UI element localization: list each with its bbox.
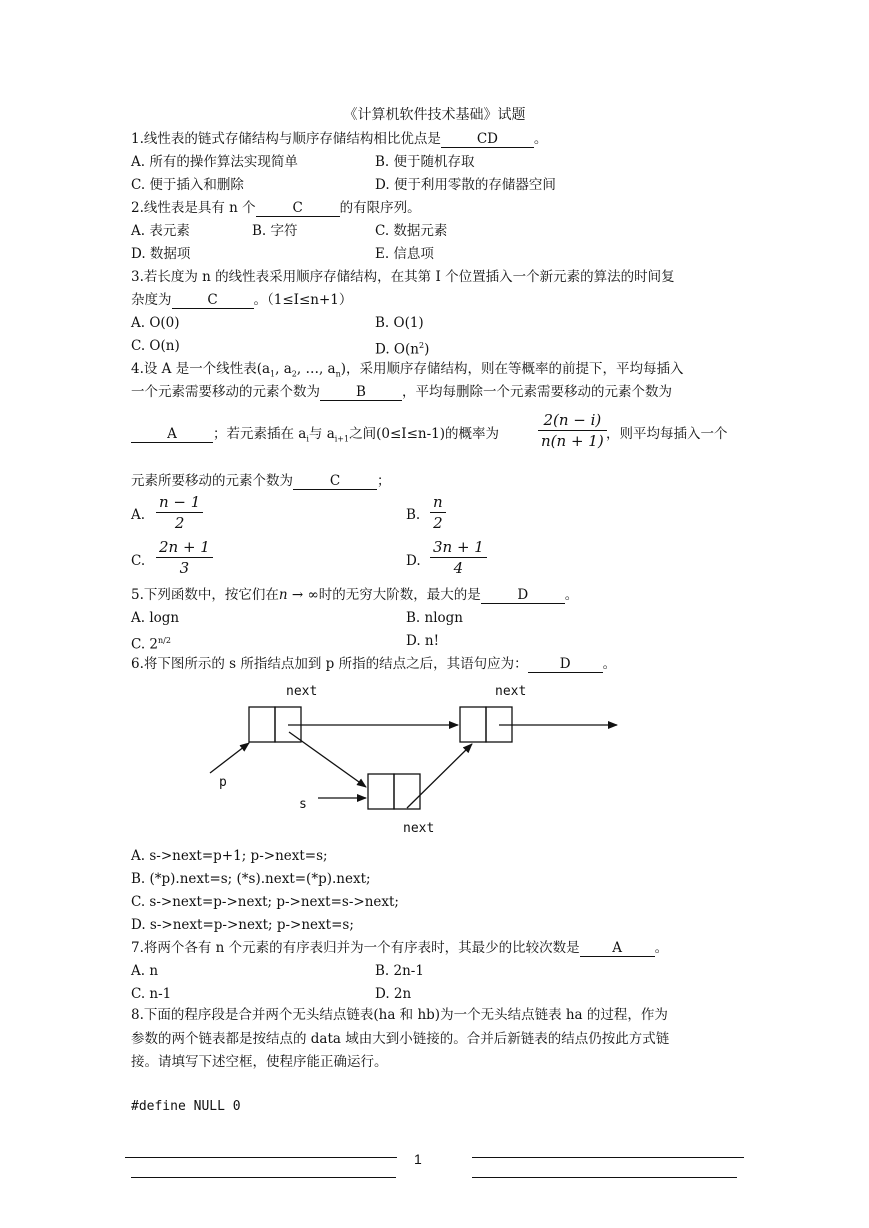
q4-line2-start: 一个元素需要移动的元素个数为 [131,384,320,400]
q2-stem-end: 的有限序列。 [339,200,421,216]
q1-stem-end: 。 [533,131,548,147]
q3-option-c: C. O(n) [131,338,180,354]
question-8-line2: 参数的两个链表都是按结点的 data 域由大到小链接的。合并后新链表的结点仍按此方式链 [131,1031,670,1047]
q4-opt-d-den: 4 [453,559,464,577]
q4-opt-b-den: 2 [433,514,443,532]
q7-answer: A [580,940,655,957]
q4-opt-a-den: 2 [174,514,185,532]
question-8-line3: 接。请填写下述空框，使程序能正确运行。 [131,1054,388,1070]
q6-option-b: B. (*p).next=s; (*s).next=(*p).next; [131,871,371,887]
q1-option-d: D. 便于利用零散的存储器空间 [375,177,556,193]
q1-option-a: A. 所有的操作算法实现简单 [131,154,298,170]
q4-option-d-label: D. [406,553,421,569]
q4-opt-c-num: 2n + 1 [156,537,213,558]
q6-option-a: A. s->next=p+1; p->next=s; [131,848,328,864]
q1-answer: CD [441,131,534,148]
q4-line4-end: ； [377,473,391,489]
q4-sub-i1: i+1 [334,434,350,444]
q4-line3-start: ；若元素插在 a [213,426,307,442]
node-s-data-box [368,774,394,809]
q4-answer-3: C [293,473,377,490]
q6-stem-end: 。 [602,656,617,672]
q2-option-e: E. 信息项 [375,246,434,262]
q4-sub-1: 1 [270,369,276,379]
q1-option-c: C. 便于插入和删除 [131,177,244,193]
q4-sub-i: i [306,434,309,444]
q2-stem-text: 2.线性表是具有 n 个 [131,200,256,216]
q4-line3-end: ，则平均每插入一个 [606,426,728,442]
q4-comma-1: , a [275,361,292,377]
arrow-s-to-next [407,744,472,808]
q5-stem-mid: 时的无穷大阶数，最大的是 [318,587,481,603]
q4-line1-end: )，采用顺序存储结构，则在等概率的前提下，平均每插入 [340,361,684,377]
q7-stem-end: 。 [654,940,669,956]
q4-prob-numerator: 2(n − i) [538,410,607,431]
label-next-left: next [286,684,318,699]
q4-line3-mid: 与 a [308,426,335,442]
q7-option-b: B. 2n-1 [375,963,424,979]
q4-opt-c-den: 3 [179,559,190,577]
node-next-data-box [460,707,486,742]
q3-option-d-sup: 2 [418,341,425,350]
node-s-next-box [394,774,420,809]
q1-stem-text: 1.线性表的链式存储结构与顺序存储结构相比优点是 [131,131,441,147]
q5-option-b: B. nlogn [406,610,463,626]
label-next-bottom: next [403,821,435,836]
q4-option-a-label: A. [131,507,146,523]
question-3-line1: 3.若长度为 n 的线性表采用顺序存储结构，在其第 I 个位置插入一个新元素的算法的时间复 [131,269,675,285]
q7-option-a: A. n [131,963,159,979]
q7-option-c: C. n-1 [131,986,172,1002]
q2-option-b: B. 字符 [252,223,298,239]
q4-comma-2: , …, a [296,361,336,377]
q2-option-c: C. 数据元素 [375,223,448,239]
q6-option-d: D. s->next=p->next; p->next=s; [131,917,354,933]
footer-rule-left-top [125,1157,397,1158]
label-s: s [299,797,307,812]
arrow-p-to-s [289,732,366,787]
arrow-p-pointer [210,743,249,773]
footer-rule-right-top [472,1157,744,1158]
q6-option-c: C. s->next=p->next; p->next=s->next; [131,894,399,910]
q5-stem-end: 。 [564,587,579,603]
q4-answer-1: B [320,384,402,401]
q4-line2-end: ，平均每删除一个元素需要移动的元素个数为 [402,384,672,400]
q3-stem-end: 。（1≤I≤n+1） [253,292,353,308]
q4-option-b-label: B. [406,507,421,523]
q6-answer: D [528,656,603,673]
q3-answer: C [172,292,254,309]
label-next-right: next [495,684,527,699]
q4-line4-start: 元素所要移动的元素个数为 [131,473,293,489]
code-define-null: #define NULL 0 [131,1099,241,1114]
q3-option-b: B. O(1) [375,315,424,331]
q3-option-a: A. O(0) [131,315,180,331]
footer-rule-left-bottom [131,1177,396,1178]
q2-answer: C [256,200,340,217]
q4-line3-prob: 之间(0≤I≤n-1)的概率为 [349,426,500,442]
q2-option-a: A. 表元素 [131,223,190,239]
q5-limit-math: n → ∞ [278,587,319,603]
q3-stem-text: 杂度为 [131,292,172,308]
node-p-data-box [249,707,275,742]
q1-option-b: B. 便于随机存取 [375,154,475,170]
q5-stem-start: 5.下列函数中，按它们在 [131,587,279,603]
q3-option-d-close: ) [424,341,430,358]
q4-sub-n: n [335,369,341,379]
question-7-stem [131,939,668,957]
q5-option-c-sup: n/2 [158,636,171,645]
q4-sub-2: 2 [291,369,297,379]
q5-option-d: D. n! [406,633,440,649]
q5-answer: D [481,587,565,604]
q7-option-d: D. 2n [375,986,412,1002]
q7-stem-start: 7.将两个各有 n 个元素的有序表归并为一个有序表时，其最少的比较次数是 [131,940,580,956]
q4-opt-b-num: n [430,492,446,513]
q4-option-c-label: C. [131,553,146,569]
q6-stem-start: 6.将下图所示的 s 所指结点加到 p 所指的结点之后，其语句应为： [131,656,528,672]
q5-option-a: A. logn [131,610,180,626]
footer-rule-right-bottom [472,1177,737,1178]
q4-opt-d-num: 3n + 1 [430,537,487,558]
q2-option-d: D. 数据项 [131,246,191,262]
q5-option-c-text: C. 2 [131,636,159,653]
q4-answer-2: A [131,426,213,443]
q4-opt-a-num: n − 1 [156,492,203,513]
page-number: 1 [414,1151,422,1167]
label-p: p [219,775,227,790]
page-title: 《计算机软件技术基础》试题 [343,107,526,123]
q3-option-d-text: D. O(n [375,341,419,358]
q4-prob-denominator: n(n + 1) [541,432,604,450]
q4-line1-start: 4.设 A 是一个线性表(a [131,361,271,377]
question-8-line1: 8.下面的程序段是合并两个无头结点链表(ha 和 hb)为一个无头结点链表 ha 的过程，作为 [131,1007,668,1023]
